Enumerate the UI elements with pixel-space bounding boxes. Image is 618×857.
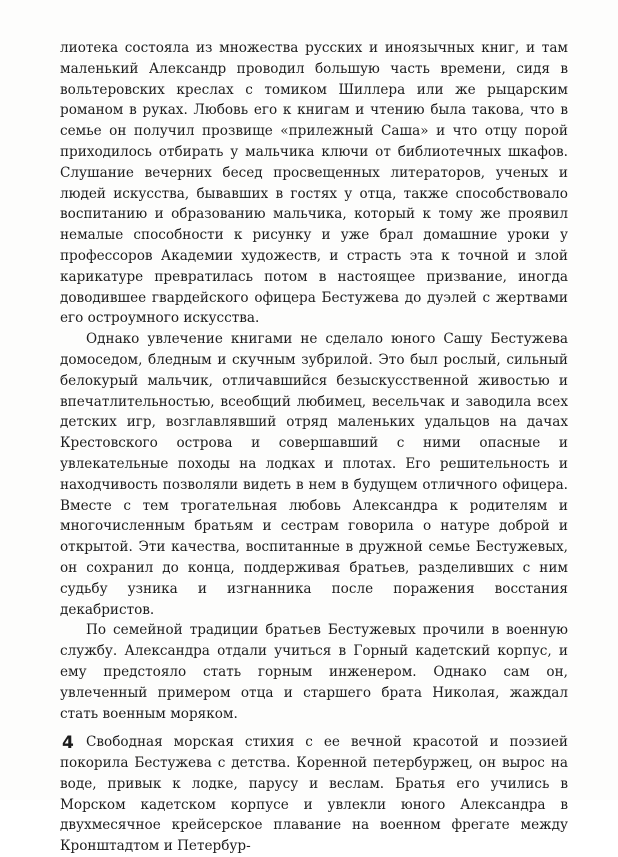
page-number: 4 <box>62 733 74 753</box>
paragraph-4: Свободная морская стихия с ее вечной красотой и поэзией покорила Бестужева с детства. Коренной петербуржец, он вырос на воде, привык к лодке, парусу и веслам. Братья его учились в Морском кадетском корпусе и увлекли юного Александра в двухмесячное крейсерское плавание на военном фрегате между Кронштадтом и Петербур- <box>60 734 568 855</box>
paragraph-2: Однако увлечение книгами не сделало юного Сашу Бестужева домоседом, бледным и скучным зубрилой. Это был рослый, сильный белокурый мальчик, отличавшийся безыскусственной живостью и впечатлительностью, всеобщий любимец, весельчак и заводила всех детских игр, возглавлявший отряд маленьких удальцов на дачах Крестовского острова и совершавший с ними опасные и увлекательные походы на лодках и плотах. Его решительность и находчивость позволяли видеть в нем в будущем отличного офицера. Вместе с тем трогательная любовь Александра к родителям и многочисленным братьям и сестрам говорила о натуре доброй и открытой. Эти качества, воспитанные в дружной семье Бестужевых, он сохранил до конца, поддерживая братьев, разделивших с ним судьбу узника и изгнанника после поражения восстания декабристов. <box>60 331 568 618</box>
paragraph-1: лиотека состояла из множества русских и иноязычных книг, и там маленький Александр проводил большую часть времени, сидя в вольтеровских креслах с томиком Шиллера или же рыцарским романом в руках. Любовь его к книгам и чтению была такова, что в семье он получил прозвище «прилежный Саша» и что отцу порой приходилось отбирать у мальчика ключи от библиотечных шкафов. Слушание вечерних бесед просвещенных литераторов, ученых и людей искусства, бывавших в гостях у отца, также способствовало воспитанию и образованию мальчика, который к тому же проявил немалые способности к рисунку и уже брал домашние уроки у профессоров Академии художеств, и страсть эта к точной и злой карикатуре превратилась потом в настоящее призвание, иногда доводившее гвардейского офицера Бестужева до дуэлей с жертвами его остроумного искусства. <box>60 40 568 327</box>
body-text <box>60 38 568 857</box>
paragraph-3: По семейной традиции братьев Бестужевых прочили в военную службу. Александра отдали учиться в Горный кадетский корпус, и ему предстояло стать горным инженером. Однако сам он, увлеченный примером отца и старшего брата Николая, жаждал стать военным моряком. <box>60 622 568 722</box>
